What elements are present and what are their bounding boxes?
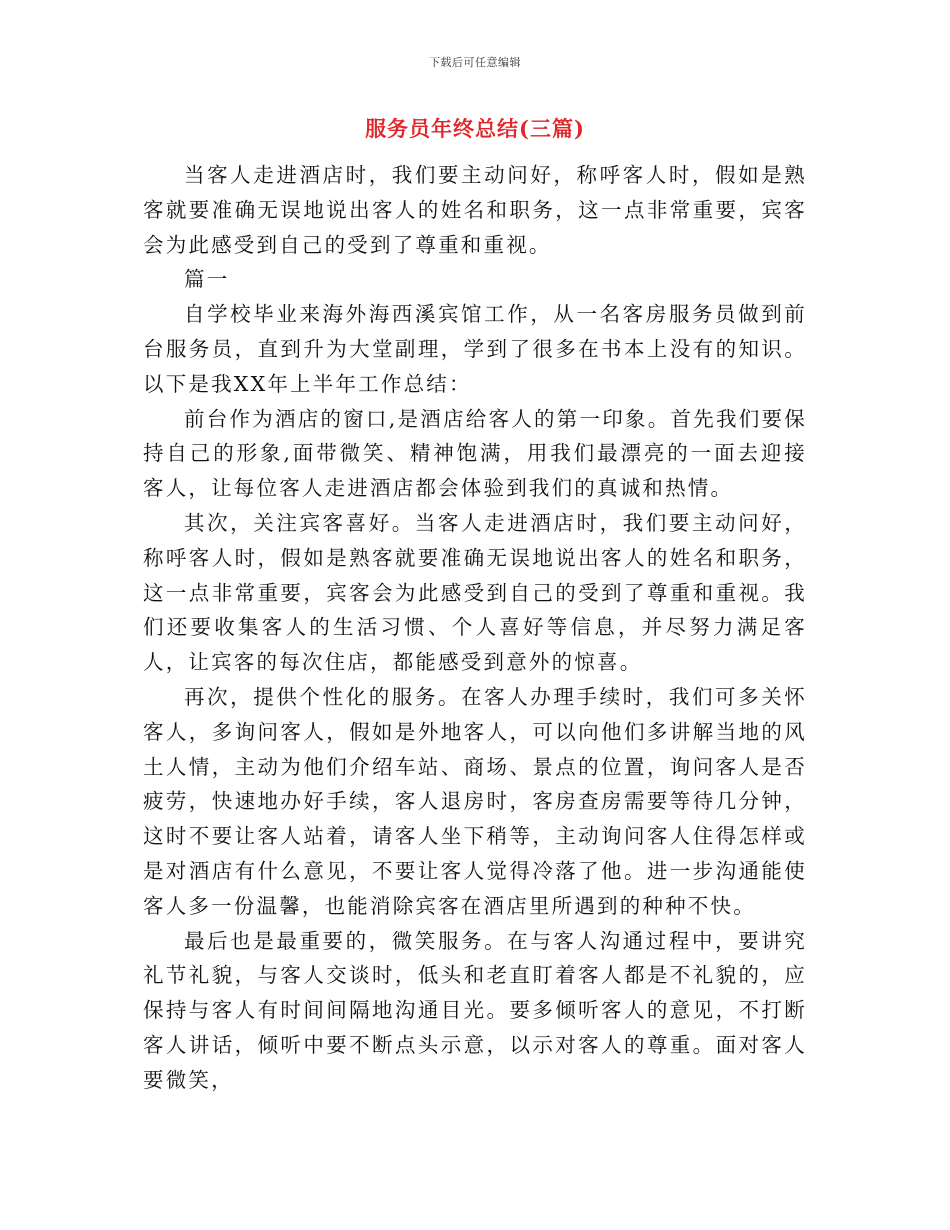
paragraph-4: 再次，提供个性化的服务。在客人办理手续时，我们可多关怀客人，多询问客人，假如是外地客人，可以向他们多讲解当地的风土人情，主动为他们介绍车站、商场、景点的位置，询问客人是否疲劳，快速地办好手续，客人退房时，客房查房需要等待几分钟，这时不要让客人站着，请客人坐下稍等，主动询问客人住得怎样或是对酒店有什么意见，不要让客人觉得冷落了他。进一步沟通能使客人多一份温馨，也能消除宾客在酒店里所遇到的种种不快。 [143,684,807,918]
paragraph-1: 自学校毕业来海外海西溪宾馆工作，从一名客房服务员做到前台服务员，直到升为大堂副理，学到了很多在书本上没有的知识。以下是我XX年上半年工作总结： [143,302,807,396]
paragraph-section-label: 篇一 [184,267,230,292]
paragraph-3: 其次，关注宾客喜好。当客人走进酒店时，我们要主动问好，称呼客人时，假如是熟客就要准确无误地说出客人的姓名和职务，这一点非常重要，宾客会为此感受到自己的受到了尊重和重视。我们还要收集客人的生活习惯、个人喜好等信息，并尽努力满足客人，让宾客的每次住店，都能感受到意外的惊喜。 [143,510,807,675]
paragraph-intro: 当客人走进酒店时，我们要主动问好，称呼客人时，假如是熟客就要准确无误地说出客人的姓名和职务，这一点非常重要，宾客会为此感受到自己的受到了尊重和重视。 [143,163,807,257]
paragraph-5: 最后也是最重要的，微笑服务。在与客人沟通过程中，要讲究礼节礼貌，与客人交谈时，低头和老直盯着客人都是不礼貌的，应保持与客人有时间间隔地沟通目光。要多倾听客人的意见，不打断客人讲话，倾听中要不断点头示意，以示对客人的尊重。面对客人要微笑， [143,928,807,1092]
document-body [143,158,807,1098]
document-title: 服务员年终总结(三篇) [365,116,585,141]
header-note: 下载后可任意编辑 [429,56,521,69]
paragraph-2: 前台作为酒店的窗口,是酒店给客人的第一印象。首先我们要保持自己的形象,面带微笑、精神饱满，用我们最漂亮的一面去迎接客人，让每位客人走进酒店都会体验到我们的真诚和热情。 [143,406,807,501]
